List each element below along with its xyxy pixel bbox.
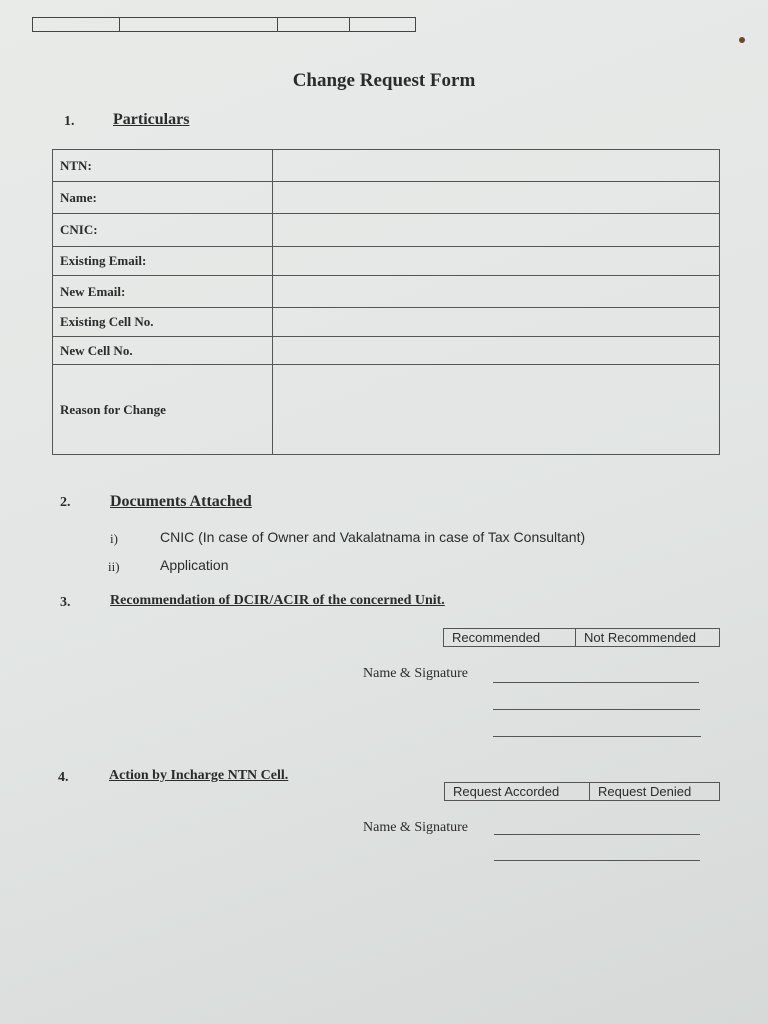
- row-label: Name:: [53, 182, 273, 214]
- new-cell-field[interactable]: [273, 337, 720, 365]
- section-number: 4.: [58, 770, 69, 785]
- request-accorded-option[interactable]: Request Accorded: [445, 783, 590, 800]
- list-index: ii): [108, 559, 120, 574]
- paper-speck: [739, 37, 745, 43]
- recommended-option[interactable]: Recommended: [444, 629, 576, 646]
- row-label: New Cell No.: [53, 337, 273, 365]
- existing-email-field[interactable]: [273, 247, 720, 276]
- row-label: Existing Cell No.: [53, 308, 273, 337]
- signature-label: Name & Signature: [363, 666, 468, 681]
- recommendation-options: [443, 628, 720, 647]
- request-denied-option[interactable]: Request Denied: [598, 784, 692, 799]
- reason-field[interactable]: [273, 365, 720, 455]
- cnic-field[interactable]: [273, 214, 720, 247]
- section-title-recommendation: Recommendation of DCIR/ACIR of the concerned Unit.: [110, 593, 445, 608]
- ntn-field[interactable]: [273, 150, 720, 182]
- row-label: NTN:: [53, 150, 273, 182]
- header-box: [120, 18, 278, 31]
- section-number: 3.: [60, 595, 71, 610]
- signature-line[interactable]: [493, 682, 699, 683]
- not-recommended-option[interactable]: Not Recommended: [584, 630, 696, 645]
- section-title-documents: Documents Attached: [110, 493, 252, 510]
- list-index: i): [110, 531, 118, 546]
- action-options: [444, 782, 720, 801]
- row-label: Reason for Change: [53, 365, 273, 455]
- header-box: [278, 18, 349, 31]
- section-title-particulars: Particulars: [113, 111, 190, 128]
- list-item: CNIC (In case of Owner and Vakalatnama in case of Tax Consultant): [160, 529, 586, 545]
- row-label: Existing Email:: [53, 247, 273, 276]
- section-number: 2.: [60, 495, 71, 510]
- signature-line[interactable]: [493, 736, 701, 737]
- section-number: 1.: [64, 114, 75, 129]
- header-boxes: [32, 17, 416, 32]
- row-label: CNIC:: [53, 214, 273, 247]
- name-field[interactable]: [273, 182, 720, 214]
- particulars-table: [52, 149, 720, 455]
- signature-line[interactable]: [493, 709, 700, 710]
- section-title-action: Action by Incharge NTN Cell.: [109, 768, 289, 783]
- form-title: Change Request Form: [292, 70, 476, 91]
- signature-line[interactable]: [494, 834, 700, 835]
- signature-line[interactable]: [494, 860, 700, 861]
- existing-cell-field[interactable]: [273, 308, 720, 337]
- new-email-field[interactable]: [273, 276, 720, 308]
- header-box: [350, 18, 415, 31]
- header-box: [33, 18, 120, 31]
- signature-label: Name & Signature: [363, 820, 468, 835]
- list-item: Application: [160, 557, 229, 573]
- row-label: New Email:: [53, 276, 273, 308]
